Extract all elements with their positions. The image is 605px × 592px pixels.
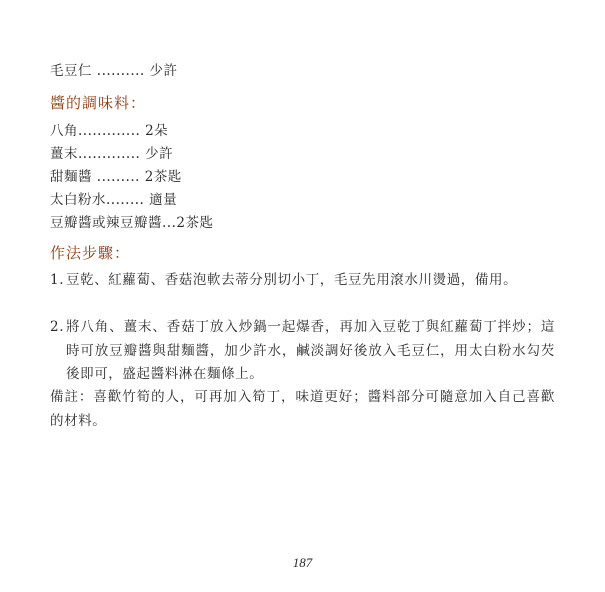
step-1	[50, 269, 555, 293]
step-text: 將八角、薑末、香菇丁放入炒鍋一起爆香，再加入豆乾丁與紅蘿蔔丁拌炒；這時可放豆瓣醬與甜麵醬，加少許水，鹹淡調好後放入毛豆仁，用太白粉水勾芡後即可，盛起醬料淋在麵條上。	[66, 319, 555, 382]
sauce-item: 薑末............. 少許	[50, 146, 174, 162]
step-text: 豆乾、紅蘿蔔、香菇泡軟去蒂分別切小丁，毛豆先用滾水川燙過，備用。	[66, 272, 518, 288]
steps-heading: 作法步驟：	[50, 244, 131, 262]
step-number: 2.	[50, 319, 65, 335]
sauce-item: 八角............. 2朵	[50, 123, 169, 139]
sauce-item: 甜麵醬 ......... 2茶匙	[50, 169, 182, 185]
ingredient-line-edamame: 毛豆仁 .......... 少許	[50, 63, 178, 79]
sauce-item: 豆瓣醬或辣豆瓣醬...2茶匙	[50, 215, 214, 231]
sauce-seasoning-heading: 醬的調味料：	[50, 94, 147, 112]
recipe-note: 備註：喜歡竹筍的人，可再加入筍丁，味道更好；醬料部分可隨意加入自己喜歡的材料。	[50, 389, 555, 429]
step-2	[50, 316, 555, 387]
page-number: 187	[292, 555, 313, 570]
sauce-item: 太白粉水........ 適量	[50, 192, 178, 208]
step-number: 1.	[50, 272, 65, 288]
